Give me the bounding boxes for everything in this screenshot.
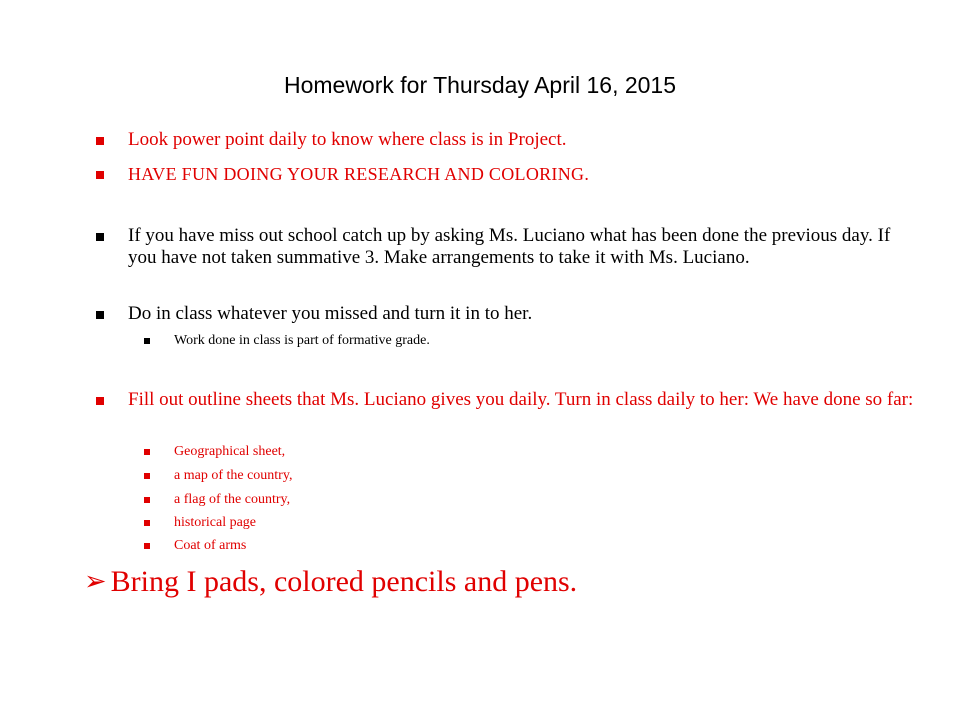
- list-item-text: Bring I pads, colored pencils and pens.: [110, 565, 578, 598]
- list-item: [96, 163, 916, 185]
- square-bullet-icon: [96, 171, 104, 179]
- sub-list-item: [144, 332, 904, 350]
- square-bullet-icon: [144, 338, 150, 344]
- list-item-text: If you have miss out school catch up by asking Ms. Luciano what has been done the previous day. If you have not taken summative 3. Make arrangements to take it with Ms. Luciano.: [128, 225, 891, 268]
- arrow-bullet-icon: ➢: [84, 566, 107, 597]
- square-bullet-icon: [144, 543, 150, 549]
- list-item-text: Geographical sheet,: [174, 444, 286, 459]
- square-bullet-icon: [144, 497, 150, 503]
- sub-list-item: [144, 514, 844, 532]
- square-bullet-icon: [144, 473, 150, 479]
- list-item-text: a map of the country,: [174, 468, 293, 483]
- list-item: [96, 225, 896, 269]
- list-item-text: Look power point daily to know where class is in Project.: [128, 129, 567, 150]
- square-bullet-icon: [96, 233, 104, 241]
- sub-list-item: [144, 467, 844, 485]
- page-title: Homework for Thursday April 16, 2015: [283, 72, 677, 98]
- square-bullet-icon: [96, 311, 104, 319]
- list-item-text: HAVE FUN DOING YOUR RESEARCH AND COLORING.: [128, 164, 590, 184]
- list-item: [96, 129, 916, 151]
- list-item-text: Coat of arms: [174, 538, 247, 553]
- sub-list-item: [144, 537, 844, 555]
- list-item-text: Do in class whatever you missed and turn it in to her.: [128, 303, 533, 324]
- list-item-highlight: [84, 565, 924, 599]
- square-bullet-icon: [96, 137, 104, 145]
- square-bullet-icon: [144, 449, 150, 455]
- sub-list-item: [144, 443, 844, 461]
- list-item: [96, 389, 916, 411]
- list-item-text: a flag of the country,: [174, 492, 291, 507]
- list-item-text: historical page: [174, 515, 257, 530]
- square-bullet-icon: [144, 520, 150, 526]
- list-item: [96, 303, 916, 325]
- sub-list-item: [144, 491, 844, 509]
- list-item-text: Work done in class is part of formative grade.: [174, 333, 430, 348]
- list-item-text: Fill out outline sheets that Ms. Luciano gives you daily. Turn in class daily to her: We have done so far:: [128, 389, 914, 410]
- square-bullet-icon: [96, 397, 104, 405]
